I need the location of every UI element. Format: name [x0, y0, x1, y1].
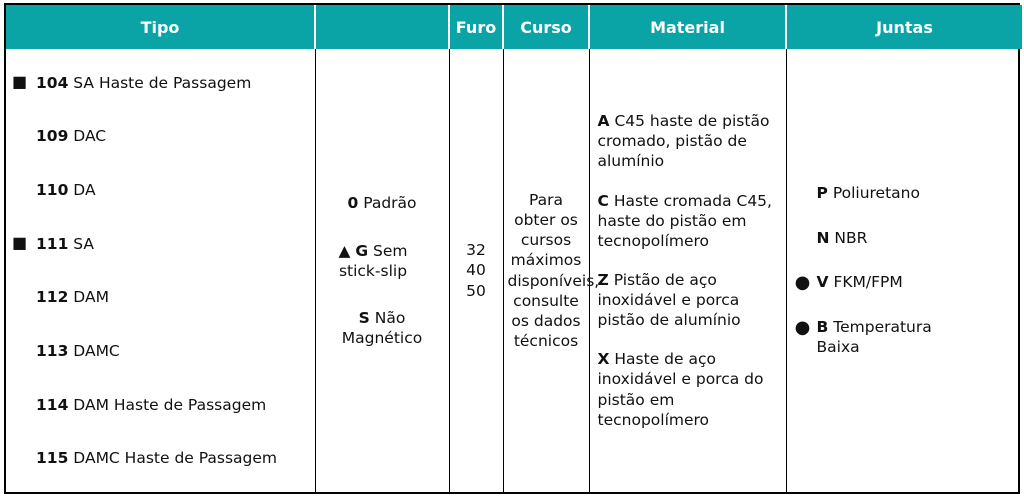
tipo-item: 115 DAMC Haste de Passagem: [36, 449, 278, 468]
circle-bullet-icon: ●: [794, 271, 811, 293]
option-item: ▲ G Sem stick-slip: [338, 242, 408, 281]
square-bullet-icon: ■: [12, 233, 28, 253]
furo-value: 32: [466, 241, 486, 260]
header-options: [315, 5, 449, 49]
juntas-cell: [786, 49, 1022, 492]
tipo-item: ■ 111 SA: [12, 233, 95, 253]
junta-item: N NBR: [816, 228, 868, 247]
furo-value: 50: [466, 281, 486, 300]
options-cell: [315, 49, 449, 492]
furo-value: 40: [466, 261, 486, 280]
product-code-table: [4, 3, 1020, 494]
material-item: Z Pistão de aço inoxidável e porca pistão de alumínio: [597, 270, 741, 330]
tipo-item: 114 DAM Haste de Passagem: [36, 395, 267, 414]
header-juntas: Juntas: [786, 5, 1022, 49]
curso-cell: [503, 49, 600, 492]
tipo-item: 109 DAC: [36, 127, 107, 146]
tipo-cell: [6, 49, 315, 492]
tipo-item: 110 DA: [36, 180, 96, 199]
triangle-icon: ▲: [338, 242, 351, 261]
header-tipo: Tipo: [6, 5, 315, 49]
tipo-item: 113 DAMC: [36, 341, 120, 360]
tipo-item: 112 DAM: [36, 288, 109, 307]
junta-item: ● V FKM/FPM: [789, 272, 1023, 294]
curso-text: Para obter os cursos máximos disponíveis, consulte os dados técnicos: [507, 190, 600, 350]
header-row: [6, 5, 1022, 49]
circle-bullet-icon: ●: [794, 317, 811, 339]
table-row: [6, 49, 1022, 492]
material-cell: [589, 49, 786, 492]
junta-item: P Poliuretano: [816, 184, 920, 203]
square-bullet-icon: ■: [12, 72, 28, 92]
material-item: C Haste cromada C45, haste do pistão em tecnopolímero: [597, 191, 772, 250]
option-item: S Não Magnético: [341, 308, 423, 347]
tipo-item: ■ 104 SA Haste de Passagem: [12, 72, 252, 92]
furo-cell: [449, 49, 503, 492]
header-material: Material: [589, 5, 786, 49]
junta-item: ● B Temperatura Baixa: [789, 317, 1023, 357]
header-curso: Curso: [503, 5, 589, 49]
material-item: X Haste de aço inoxidável e porca do pistão em tecnopolímero: [597, 350, 764, 429]
option-item: 0 Padrão: [347, 194, 417, 213]
header-furo: Furo: [449, 5, 503, 49]
material-item: A C45 haste de pistão cromado, pistão de alumínio: [597, 112, 770, 171]
